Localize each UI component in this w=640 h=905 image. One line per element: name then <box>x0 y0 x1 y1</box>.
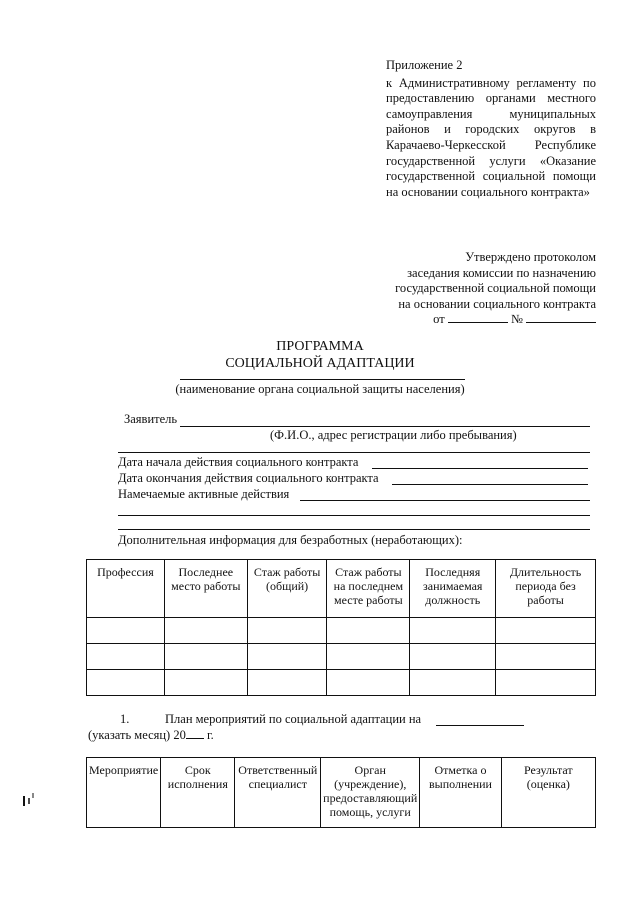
header-activity: Мероприятие <box>87 758 161 828</box>
header-total-experience: Стаж работы (общий) <box>247 560 327 618</box>
program-title-line-2: СОЦИАЛЬНОЙ АДАПТАЦИИ <box>225 356 415 371</box>
table-cell[interactable] <box>247 670 327 696</box>
scan-mark <box>20 790 36 811</box>
approval-from-label: от <box>433 312 445 326</box>
plan-year-blank[interactable] <box>186 728 204 739</box>
header-deadline: Срок исполнения <box>161 758 235 828</box>
appendix-text: к Административному регламенту по предоставлению органами местного самоуправления муниципальных районов и городских округов в Карачаево-Черкесской Республике государственной услуги «Оказание государственной социальной помощи на основании социального контракта» <box>386 75 596 199</box>
table-row <box>87 618 596 644</box>
contract-start-line[interactable] <box>372 468 588 469</box>
table-row <box>87 644 596 670</box>
contract-end-label: Дата окончания действия социального контракта <box>118 471 379 485</box>
table-cell[interactable] <box>327 644 410 670</box>
table-cell[interactable] <box>410 670 496 696</box>
table-cell[interactable] <box>247 618 327 644</box>
plan-table <box>86 757 596 828</box>
unemployed-header-row <box>87 560 596 618</box>
header-last-workplace: Последнее место работы <box>164 560 247 618</box>
unemployed-label: Дополнительная информация для безработных (неработающих): <box>118 533 463 547</box>
table-cell[interactable] <box>327 618 410 644</box>
organ-name-line[interactable] <box>180 379 465 380</box>
approval-date-blank[interactable] <box>448 312 508 323</box>
table-cell[interactable] <box>164 670 247 696</box>
table-cell[interactable] <box>327 670 410 696</box>
plan-number: 1. <box>120 712 130 726</box>
appendix-block <box>386 58 596 200</box>
program-title-line-1: ПРОГРАММА <box>276 339 364 354</box>
table-row <box>87 670 596 696</box>
table-cell[interactable] <box>164 644 247 670</box>
approval-line-2: заседания комиссии по назначению <box>407 265 596 280</box>
unemployed-table <box>86 559 596 696</box>
plan-month-hint <box>88 728 214 743</box>
approval-line-3: государственной социальной помощи <box>395 281 596 295</box>
plan-year-suffix: г. <box>206 728 214 742</box>
header-result: Результат (оценка) <box>501 758 595 828</box>
applicant-label: Заявитель <box>124 412 178 426</box>
actions-line-2[interactable] <box>118 515 590 516</box>
table-cell[interactable] <box>87 618 165 644</box>
applicant-hint: (Ф.И.О., адрес регистрации либо пребывания) <box>270 428 517 442</box>
approval-line-4: на основании социального контракта <box>398 296 596 311</box>
approval-block <box>360 250 596 328</box>
contract-start-label: Дата начала действия социального контракта <box>118 455 359 469</box>
table-cell[interactable] <box>247 644 327 670</box>
approval-number-label: № <box>510 312 523 326</box>
plan-month-hint-text: (указать месяц) 20 <box>88 728 186 742</box>
table-cell[interactable] <box>410 618 496 644</box>
actions-line-1[interactable] <box>300 500 590 501</box>
program-title <box>0 338 640 372</box>
organ-name-hint: (наименование органа социальной защиты населения) <box>175 382 465 396</box>
table-cell[interactable] <box>496 670 596 696</box>
plan-month-line[interactable] <box>436 725 524 726</box>
approval-line-1: Утверждено протоколом <box>465 250 596 264</box>
approval-number-blank[interactable] <box>526 312 596 323</box>
plan-text: План мероприятий по социальной адаптации на <box>165 712 422 726</box>
header-last-position: Последняя занимаемая должность <box>410 560 496 618</box>
scan-speck-icon <box>20 790 36 808</box>
table-cell[interactable] <box>87 670 165 696</box>
appendix-title: Приложение 2 <box>386 58 463 72</box>
table-cell[interactable] <box>87 644 165 670</box>
header-organ: Орган (учреждение), предоставляющий помощь, услуги <box>321 758 420 828</box>
table-cell[interactable] <box>410 644 496 670</box>
header-responsible: Ответственный специалист <box>235 758 321 828</box>
actions-label: Намечаемые активные действия <box>118 487 290 501</box>
header-completion-mark: Отметка о выполнении <box>420 758 501 828</box>
applicant-line[interactable] <box>180 426 590 427</box>
approval-date-number <box>360 312 596 328</box>
header-profession: Профессия <box>87 560 165 618</box>
applicant-line-2[interactable] <box>118 452 590 453</box>
table-cell[interactable] <box>496 644 596 670</box>
header-unemployment-duration: Длительность периода без работы <box>496 560 596 618</box>
actions-line-3[interactable] <box>118 529 590 530</box>
table-cell[interactable] <box>496 618 596 644</box>
plan-header-row <box>87 758 596 828</box>
header-last-place-experience: Стаж работы на последнем месте работы <box>327 560 410 618</box>
contract-end-line[interactable] <box>392 484 588 485</box>
table-cell[interactable] <box>164 618 247 644</box>
